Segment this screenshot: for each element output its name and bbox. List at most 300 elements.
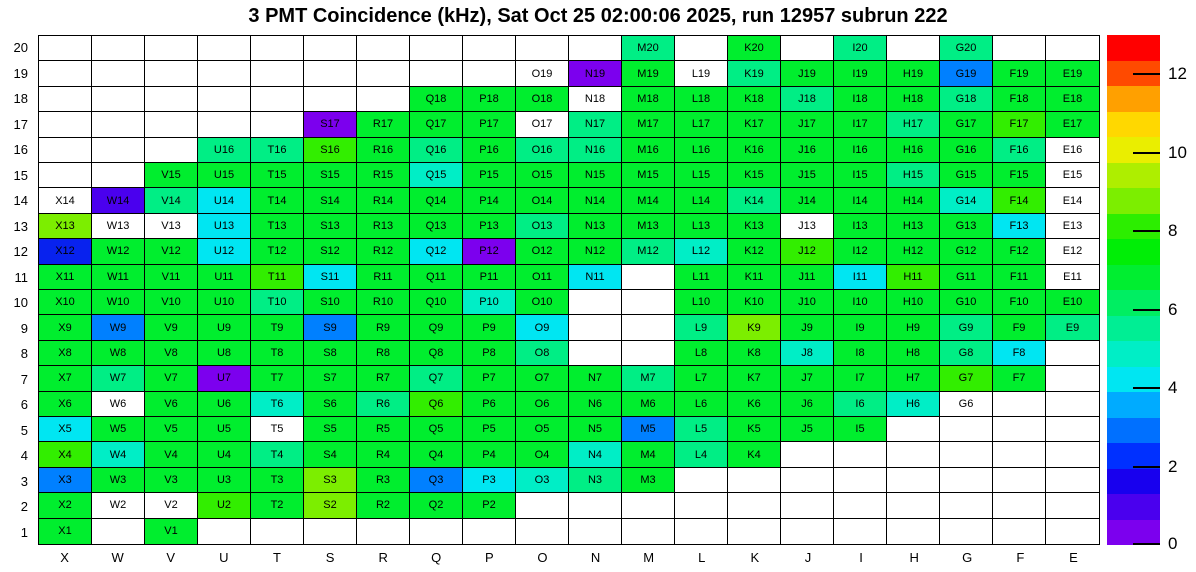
cell-empty-X19 [39,61,92,86]
cell-empty-K1 [728,519,781,544]
cell-N18: N18 [569,87,622,112]
cell-L19: L19 [675,61,728,86]
cell-K20: K20 [728,36,781,61]
cell-W9: W9 [92,315,145,340]
cell-V5: V5 [145,417,198,442]
cell-X10: X10 [39,290,92,315]
cell-N6: N6 [569,392,622,417]
cell-empty-R18 [357,87,410,112]
cell-empty-W17 [92,112,145,137]
cell-empty-G5 [940,417,993,442]
cell-J17: J17 [781,112,834,137]
cell-P3: P3 [463,468,516,493]
cell-empty-F5 [993,417,1046,442]
colorbar-band-13 [1107,214,1160,240]
cell-P11: P11 [463,265,516,290]
cell-S12: S12 [304,239,357,264]
y-tick-label-16: 16 [13,142,28,158]
colorbar-band-14 [1107,188,1160,214]
cell-empty-U17 [198,112,251,137]
cell-G9: G9 [940,315,993,340]
cell-empty-O2 [516,493,569,518]
cell-Q13: Q13 [410,214,463,239]
x-tick-label-H: H [909,549,919,565]
x-tick-label-X: X [60,549,69,565]
cell-X12: X12 [39,239,92,264]
cell-empty-L2 [675,493,728,518]
cell-M13: M13 [622,214,675,239]
cell-J18: J18 [781,87,834,112]
y-tick-label-5: 5 [20,422,28,438]
cell-F18: F18 [993,87,1046,112]
cell-Q9: Q9 [410,315,463,340]
cell-T9: T9 [251,315,304,340]
cell-O14: O14 [516,188,569,213]
cell-G17: G17 [940,112,993,137]
cell-U13: U13 [198,214,251,239]
cell-empty-F4 [993,442,1046,467]
cell-empty-Q20 [410,36,463,61]
cell-empty-O1 [516,519,569,544]
cell-empty-U19 [198,61,251,86]
cell-Q7: Q7 [410,366,463,391]
cell-S11: S11 [304,265,357,290]
cell-I5: I5 [834,417,887,442]
cell-I18: I18 [834,87,887,112]
cell-G12: G12 [940,239,993,264]
cell-O18: O18 [516,87,569,112]
cell-U14: U14 [198,188,251,213]
cell-X14: X14 [39,188,92,213]
cell-L16: L16 [675,138,728,163]
cell-M15: M15 [622,163,675,188]
cell-I9: I9 [834,315,887,340]
y-tick-label-14: 14 [13,193,28,209]
cell-R16: R16 [357,138,410,163]
cell-P15: P15 [463,163,516,188]
cell-W12: W12 [92,239,145,264]
cell-X1: X1 [39,519,92,544]
cell-J5: J5 [781,417,834,442]
cell-W14: W14 [92,188,145,213]
cell-F11: F11 [993,265,1046,290]
cell-J8: J8 [781,341,834,366]
cell-R6: R6 [357,392,410,417]
cell-empty-N8 [569,341,622,366]
cell-empty-I3 [834,468,887,493]
cell-G11: G11 [940,265,993,290]
cell-empty-H1 [887,519,940,544]
cell-J13: J13 [781,214,834,239]
cell-L17: L17 [675,112,728,137]
cell-empty-J4 [781,442,834,467]
cell-empty-T20 [251,36,304,61]
cell-V11: V11 [145,265,198,290]
cell-empty-V18 [145,87,198,112]
cell-empty-E1 [1046,519,1099,544]
cell-empty-F2 [993,493,1046,518]
cell-H10: H10 [887,290,940,315]
cell-empty-H20 [887,36,940,61]
cell-empty-M8 [622,341,675,366]
cell-empty-L3 [675,468,728,493]
y-tick-label-17: 17 [13,116,28,132]
cell-V6: V6 [145,392,198,417]
cell-P7: P7 [463,366,516,391]
colorbar-band-18 [1107,86,1160,112]
cell-T10: T10 [251,290,304,315]
cell-empty-H2 [887,493,940,518]
cell-empty-T17 [251,112,304,137]
cell-V15: V15 [145,163,198,188]
colorbar-band-7 [1107,367,1160,393]
cell-E12: E12 [1046,239,1099,264]
cell-L10: L10 [675,290,728,315]
cell-U6: U6 [198,392,251,417]
cell-R8: R8 [357,341,410,366]
cell-S2: S2 [304,493,357,518]
cell-K15: K15 [728,163,781,188]
cell-S4: S4 [304,442,357,467]
cell-empty-P20 [463,36,516,61]
cell-V4: V4 [145,442,198,467]
cell-O16: O16 [516,138,569,163]
cell-M16: M16 [622,138,675,163]
cell-J19: J19 [781,61,834,86]
cell-Q3: Q3 [410,468,463,493]
cell-F17: F17 [993,112,1046,137]
cell-O8: O8 [516,341,569,366]
cell-R15: R15 [357,163,410,188]
cell-H18: H18 [887,87,940,112]
cell-I14: I14 [834,188,887,213]
cell-empty-F3 [993,468,1046,493]
y-tick-label-8: 8 [20,346,28,362]
cell-empty-S18 [304,87,357,112]
cell-J11: J11 [781,265,834,290]
cell-empty-S1 [304,519,357,544]
colorbar-band-1 [1107,520,1160,546]
cell-T2: T2 [251,493,304,518]
cell-V9: V9 [145,315,198,340]
x-tick-label-U: U [219,549,229,565]
cell-L18: L18 [675,87,728,112]
cell-M7: M7 [622,366,675,391]
cell-empty-H3 [887,468,940,493]
cell-F9: F9 [993,315,1046,340]
page-title: 3 PMT Coincidence (kHz), Sat Oct 25 02:00:06 2025, run 12957 subrun 222 [248,5,948,27]
cell-G7: G7 [940,366,993,391]
cell-N12: N12 [569,239,622,264]
cell-Q10: Q10 [410,290,463,315]
y-tick-label-1: 1 [20,524,28,540]
cell-T3: T3 [251,468,304,493]
cell-U5: U5 [198,417,251,442]
cell-V7: V7 [145,366,198,391]
cell-W2: W2 [92,493,145,518]
cell-Q2: Q2 [410,493,463,518]
cell-G18: G18 [940,87,993,112]
cell-T7: T7 [251,366,304,391]
cell-X7: X7 [39,366,92,391]
cell-S10: S10 [304,290,357,315]
cell-U9: U9 [198,315,251,340]
cell-N3: N3 [569,468,622,493]
cell-empty-M1 [622,519,675,544]
cell-F19: F19 [993,61,1046,86]
colorbar [1107,35,1160,545]
cell-E11: E11 [1046,265,1099,290]
cell-F8: F8 [993,341,1046,366]
cell-F14: F14 [993,188,1046,213]
cell-Q11: Q11 [410,265,463,290]
cell-P9: P9 [463,315,516,340]
cell-W3: W3 [92,468,145,493]
cell-J6: J6 [781,392,834,417]
x-tick-label-R: R [378,549,388,565]
cell-X6: X6 [39,392,92,417]
cell-V1: V1 [145,519,198,544]
cell-empty-R20 [357,36,410,61]
cell-G6: G6 [940,392,993,417]
cell-E15: E15 [1046,163,1099,188]
x-tick-label-M: M [643,549,655,565]
cell-G10: G10 [940,290,993,315]
cell-Q15: Q15 [410,163,463,188]
cell-U7: U7 [198,366,251,391]
y-tick-label-7: 7 [20,371,28,387]
cell-Q16: Q16 [410,138,463,163]
cell-empty-R1 [357,519,410,544]
cell-L6: L6 [675,392,728,417]
x-tick-label-O: O [537,549,548,565]
cell-empty-U20 [198,36,251,61]
x-tick-label-K: K [750,549,760,565]
cell-I11: I11 [834,265,887,290]
cell-G14: G14 [940,188,993,213]
colorbar-band-15 [1107,163,1160,189]
cell-empty-T19 [251,61,304,86]
y-tick-label-6: 6 [20,397,28,413]
cell-E17: E17 [1046,112,1099,137]
colorbar-band-4 [1107,443,1160,469]
cell-J7: J7 [781,366,834,391]
x-tick-label-G: G [962,549,973,565]
cell-I13: I13 [834,214,887,239]
cell-L7: L7 [675,366,728,391]
cell-S3: S3 [304,468,357,493]
cell-U3: U3 [198,468,251,493]
cell-H13: H13 [887,214,940,239]
cell-U4: U4 [198,442,251,467]
cell-U11: U11 [198,265,251,290]
cell-T14: T14 [251,188,304,213]
cell-R9: R9 [357,315,410,340]
x-tick-label-S: S [325,549,335,565]
colorbar-band-12 [1107,239,1160,265]
cell-I10: I10 [834,290,887,315]
cell-empty-E4 [1046,442,1099,467]
cell-R14: R14 [357,188,410,213]
cell-empty-N2 [569,493,622,518]
cell-empty-N9 [569,315,622,340]
colorbar-band-17 [1107,112,1160,138]
cell-P5: P5 [463,417,516,442]
colorbar-tick-label-0: 0 [1168,534,1178,553]
cell-G16: G16 [940,138,993,163]
cell-R12: R12 [357,239,410,264]
cell-empty-W18 [92,87,145,112]
cell-P12: P12 [463,239,516,264]
cell-O12: O12 [516,239,569,264]
cell-empty-Q19 [410,61,463,86]
cell-Q12: Q12 [410,239,463,264]
x-tick-label-V: V [166,549,176,565]
cell-H12: H12 [887,239,940,264]
cell-empty-X20 [39,36,92,61]
cell-empty-E8 [1046,341,1099,366]
cell-N19: N19 [569,61,622,86]
cell-Q4: Q4 [410,442,463,467]
cell-empty-E7 [1046,366,1099,391]
cell-S9: S9 [304,315,357,340]
cell-F7: F7 [993,366,1046,391]
cell-empty-S20 [304,36,357,61]
cell-M4: M4 [622,442,675,467]
cell-empty-G2 [940,493,993,518]
cell-U2: U2 [198,493,251,518]
cell-W4: W4 [92,442,145,467]
cell-E9: E9 [1046,315,1099,340]
cell-H8: H8 [887,341,940,366]
cell-empty-E2 [1046,493,1099,518]
cell-empty-F6 [993,392,1046,417]
cell-M20: M20 [622,36,675,61]
y-tick-label-10: 10 [13,295,28,311]
cell-T16: T16 [251,138,304,163]
cell-K10: K10 [728,290,781,315]
y-tick-label-18: 18 [13,91,28,107]
cell-empty-T18 [251,87,304,112]
cell-X4: X4 [39,442,92,467]
cell-empty-X16 [39,138,92,163]
y-tick-label-2: 2 [20,499,28,515]
cell-T8: T8 [251,341,304,366]
cell-empty-U18 [198,87,251,112]
cell-W6: W6 [92,392,145,417]
cell-T5: T5 [251,417,304,442]
cell-O7: O7 [516,366,569,391]
colorbar-tick-label-8: 8 [1168,221,1178,241]
cell-F13: F13 [993,214,1046,239]
cell-N16: N16 [569,138,622,163]
cell-S14: S14 [304,188,357,213]
cell-H19: H19 [887,61,940,86]
x-tick-label-P: P [485,549,494,565]
y-tick-label-11: 11 [14,269,28,285]
cell-J14: J14 [781,188,834,213]
cell-L12: L12 [675,239,728,264]
cell-H15: H15 [887,163,940,188]
cell-P14: P14 [463,188,516,213]
cell-K17: K17 [728,112,781,137]
cell-I16: I16 [834,138,887,163]
cell-J10: J10 [781,290,834,315]
cell-R17: R17 [357,112,410,137]
cell-O5: O5 [516,417,569,442]
cell-N17: N17 [569,112,622,137]
cell-S15: S15 [304,163,357,188]
colorbar-tick-label-2: 2 [1168,456,1178,476]
colorbar-band-11 [1107,265,1160,291]
cell-S6: S6 [304,392,357,417]
cell-H9: H9 [887,315,940,340]
cell-P13: P13 [463,214,516,239]
cell-N5: N5 [569,417,622,442]
cell-I20: I20 [834,36,887,61]
cell-S7: S7 [304,366,357,391]
colorbar-band-5 [1107,418,1160,444]
cell-L11: L11 [675,265,728,290]
cell-empty-H4 [887,442,940,467]
cell-K14: K14 [728,188,781,213]
cell-K12: K12 [728,239,781,264]
cell-M18: M18 [622,87,675,112]
cell-empty-M10 [622,290,675,315]
colorbar-band-10 [1107,290,1160,316]
cell-E10: E10 [1046,290,1099,315]
cell-E14: E14 [1046,188,1099,213]
cell-T4: T4 [251,442,304,467]
cell-empty-V16 [145,138,198,163]
cell-E13: E13 [1046,214,1099,239]
cell-V3: V3 [145,468,198,493]
cell-P17: P17 [463,112,516,137]
cell-K7: K7 [728,366,781,391]
cell-X13: X13 [39,214,92,239]
cell-X3: X3 [39,468,92,493]
cell-U12: U12 [198,239,251,264]
colorbar-tick-label-10: 10 [1168,142,1187,162]
cell-J16: J16 [781,138,834,163]
cell-empty-G3 [940,468,993,493]
cell-P8: P8 [463,341,516,366]
cell-I12: I12 [834,239,887,264]
cell-S5: S5 [304,417,357,442]
cell-E16: E16 [1046,138,1099,163]
cell-W5: W5 [92,417,145,442]
cell-empty-I1 [834,519,887,544]
cell-Q6: Q6 [410,392,463,417]
heatmap-grid [38,35,1100,545]
cell-empty-E20 [1046,36,1099,61]
x-tick-label-J: J [804,549,812,565]
cell-empty-T1 [251,519,304,544]
cell-V10: V10 [145,290,198,315]
cell-J12: J12 [781,239,834,264]
colorbar-band-8 [1107,341,1160,367]
cell-U16: U16 [198,138,251,163]
cell-M19: M19 [622,61,675,86]
cell-Q14: Q14 [410,188,463,213]
cell-P10: P10 [463,290,516,315]
cell-empty-W20 [92,36,145,61]
cell-R4: R4 [357,442,410,467]
cell-K11: K11 [728,265,781,290]
cell-X2: X2 [39,493,92,518]
cell-H6: H6 [887,392,940,417]
cell-G13: G13 [940,214,993,239]
